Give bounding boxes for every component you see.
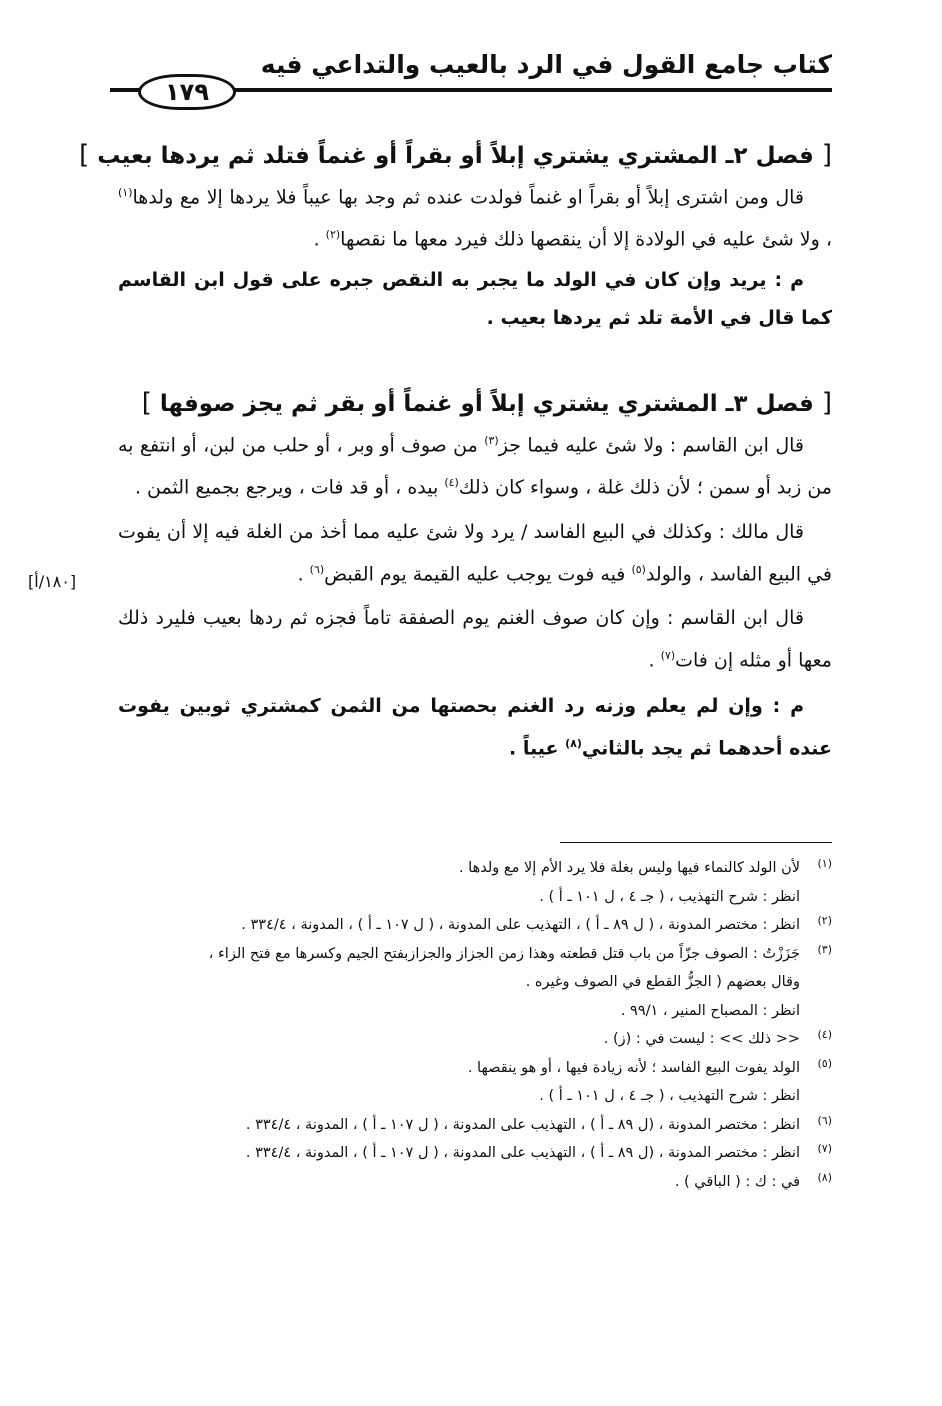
text-run: قال ومن اشترى إبلاً أو بقراً او غنماً فولدت عنده ثم وجد بها عيباً فلا يردها إلا مع ولدها xyxy=(132,186,804,209)
section-2 xyxy=(118,388,832,768)
text-run: فيه فوت يوجب عليه القيمة يوم القبض xyxy=(324,562,626,585)
section-1-title xyxy=(79,140,832,170)
footnote-ref-6: (٦) xyxy=(309,562,325,576)
footnote-6 xyxy=(150,1111,832,1140)
footnote-text: انظر : مختصر المدونة ، (ل ٨٩ ـ أ ) ، التهذيب على المدونة ، ( ل ١٠٧ ـ أ ) ، المدونة ، ٣٣٤/٤ . xyxy=(245,1116,800,1133)
section-1 xyxy=(79,140,832,337)
section-1-paragraph-1 xyxy=(118,174,832,259)
text-run: بيده ، أو قد فات ، ويرجع بجميع الثمن . xyxy=(134,476,439,499)
text-run: . xyxy=(297,562,304,585)
text-run: قال ابن القاسم : ولا شئ عليه فيما جز xyxy=(498,434,804,457)
section-2-paragraph-4 xyxy=(118,687,832,767)
footnote-ref-2: (٢) xyxy=(325,228,341,242)
section-1-paragraph-2: م : يريد وإن كان في الولد ما يجبر به النقص جبره على قول ابن القاسم كما قال في الأمة تلد ثم يردها بعيب . xyxy=(118,268,832,329)
text-run: قال ابن القاسم : وإن كان صوف الغنم يوم الصفقة تاماً فجزه ثم ردها بعيب فليرد ذلك معها أو مثله إن فات xyxy=(118,606,832,672)
footnote-ref-4: (٤) xyxy=(444,476,459,490)
footnote-separator xyxy=(560,842,832,843)
footnote-5 xyxy=(150,1054,832,1083)
running-header xyxy=(110,48,832,108)
text-run: ، ولا شئ عليه في الولادة إلا أن ينقصها ذلك فيرد معها ما نقصها xyxy=(340,228,832,251)
footnotes xyxy=(150,854,832,1196)
footnote-text: << ذلك >> : ليست في : (ز) . xyxy=(603,1031,800,1047)
footnote-text: انظر : مختصر المدونة ، (ل ٨٩ ـ أ ) ، التهذيب على المدونة ، ( ل ١٠٧ ـ أ ) ، المدونة ، ٣٣٤/٤ . xyxy=(245,1145,800,1161)
section-2-title-text: فصل ٣ـ المشتري يشتري إبلاً أو غنماً أو بقر ثم يجز صوفها xyxy=(159,391,814,417)
section-2-bracket-close: ] xyxy=(141,388,152,418)
footnote-number: (٦) xyxy=(817,1113,832,1127)
footnote-3-line-3: انظر : المصباح المنير ، ٩٩/١ . xyxy=(620,1002,800,1019)
section-2-bracket-open: [ xyxy=(821,388,832,418)
footnote-ref-5: (٥) xyxy=(631,562,646,576)
footnote-number: (١) xyxy=(817,857,832,870)
footnote-text: في : ك : ( الباقي ) . xyxy=(674,1173,800,1190)
header-rule-tail xyxy=(110,88,140,92)
footnote-1 xyxy=(150,854,832,883)
section-2-title xyxy=(118,388,832,418)
section-1-bracket-close: ] xyxy=(79,140,90,170)
text-run: من صوف أو وبر ، أو حلب من لبن، أو انتفع به من زبد أو سمن ؛ لأن ذلك غلة ، وسواء كان ذلك xyxy=(118,434,832,499)
footnote-number: (٢) xyxy=(817,914,832,927)
footnote-2 xyxy=(150,911,832,940)
text-run: عيباً . xyxy=(509,737,559,760)
footnote-7 xyxy=(150,1139,832,1168)
footnote-text: الولد يفوت البيع الفاسد ؛ لأنه زيادة فيها ، أو هو ينقصها . xyxy=(467,1059,800,1076)
running-header-title: كتاب جامع القول في الرد بالعيب والتداعي فيه xyxy=(260,50,832,79)
footnote-ref-1: (١) xyxy=(118,186,133,199)
footnote-3 xyxy=(150,940,832,969)
text-run: . xyxy=(313,228,320,251)
footnote-number: (٤) xyxy=(817,1028,832,1041)
section-2-paragraph-1 xyxy=(118,422,832,507)
footnote-number: (٨) xyxy=(817,1170,832,1184)
text-run: قال مالك : وكذلك في البيع الفاسد / يرد ولا شئ عليه مما أخذ من الغلة فيه إلا أن يفوت في البيع الفاسد ، والولد xyxy=(118,520,832,585)
section-2-paragraph-3 xyxy=(118,599,832,679)
manuscript-folio-marker: [١٨٠/أ] xyxy=(28,572,77,591)
footnote-text: انظر : مختصر المدونة ، ( ل ٨٩ ـ أ ) ، التهذيب على المدونة ، ( ل ١٠٧ ـ أ ) ، المدونة ، ٣٣٤/٤ . xyxy=(241,917,800,933)
footnote-text: لأن الولد كالنماء فيها وليس بغلة فلا يرد الأم إلا مع ولدها . xyxy=(458,860,800,876)
page-number: ١٧٩ xyxy=(138,74,236,110)
footnote-1-line-2: انظر : شرح التهذيب ، ( جـ ٤ ، ل ١٠١ ـ أ ) . xyxy=(539,888,800,905)
section-1-bracket-open: [ xyxy=(821,140,832,170)
header-rule xyxy=(210,88,832,92)
footnote-number: (٣) xyxy=(817,942,832,956)
footnote-4 xyxy=(150,1025,832,1054)
footnote-text: جَزَزْتُ : الصوف جزّاً من باب قتل قطعته وهذا زمن الجزاز والجزازبفتح الجيم وكسرها مع فتح الزاء ، xyxy=(208,945,800,962)
footnote-ref-8: (٨) xyxy=(565,737,582,751)
text-run: . xyxy=(648,649,655,672)
footnote-number: (٥) xyxy=(817,1056,832,1070)
section-1-title-text: فصل ٢ـ المشتري يشتري إبلاً أو بقراً أو غنماً فتلد ثم يردها بعيب xyxy=(97,143,814,169)
footnote-ref-3: (٣) xyxy=(484,434,499,447)
footnote-ref-7: (٧) xyxy=(660,648,676,662)
text-run: م : وإن لم يعلم وزنه رد الغنم بحصتها من الثمن كمشتري ثوبين يفوت عنده أحدهما ثم يجد بالثاني xyxy=(118,695,832,760)
footnote-number: (٧) xyxy=(817,1142,832,1155)
footnote-8 xyxy=(150,1168,832,1197)
footnote-5-line-2: انظر : شرح التهذيب ، ( جـ ٤ ، ل ١٠١ ـ أ ) . xyxy=(539,1088,800,1104)
section-2-paragraph-2 xyxy=(118,513,832,593)
footnote-3-line-2: وقال بعضهم ( الجزُّ القطع في الصوف وغيره . xyxy=(525,974,800,990)
